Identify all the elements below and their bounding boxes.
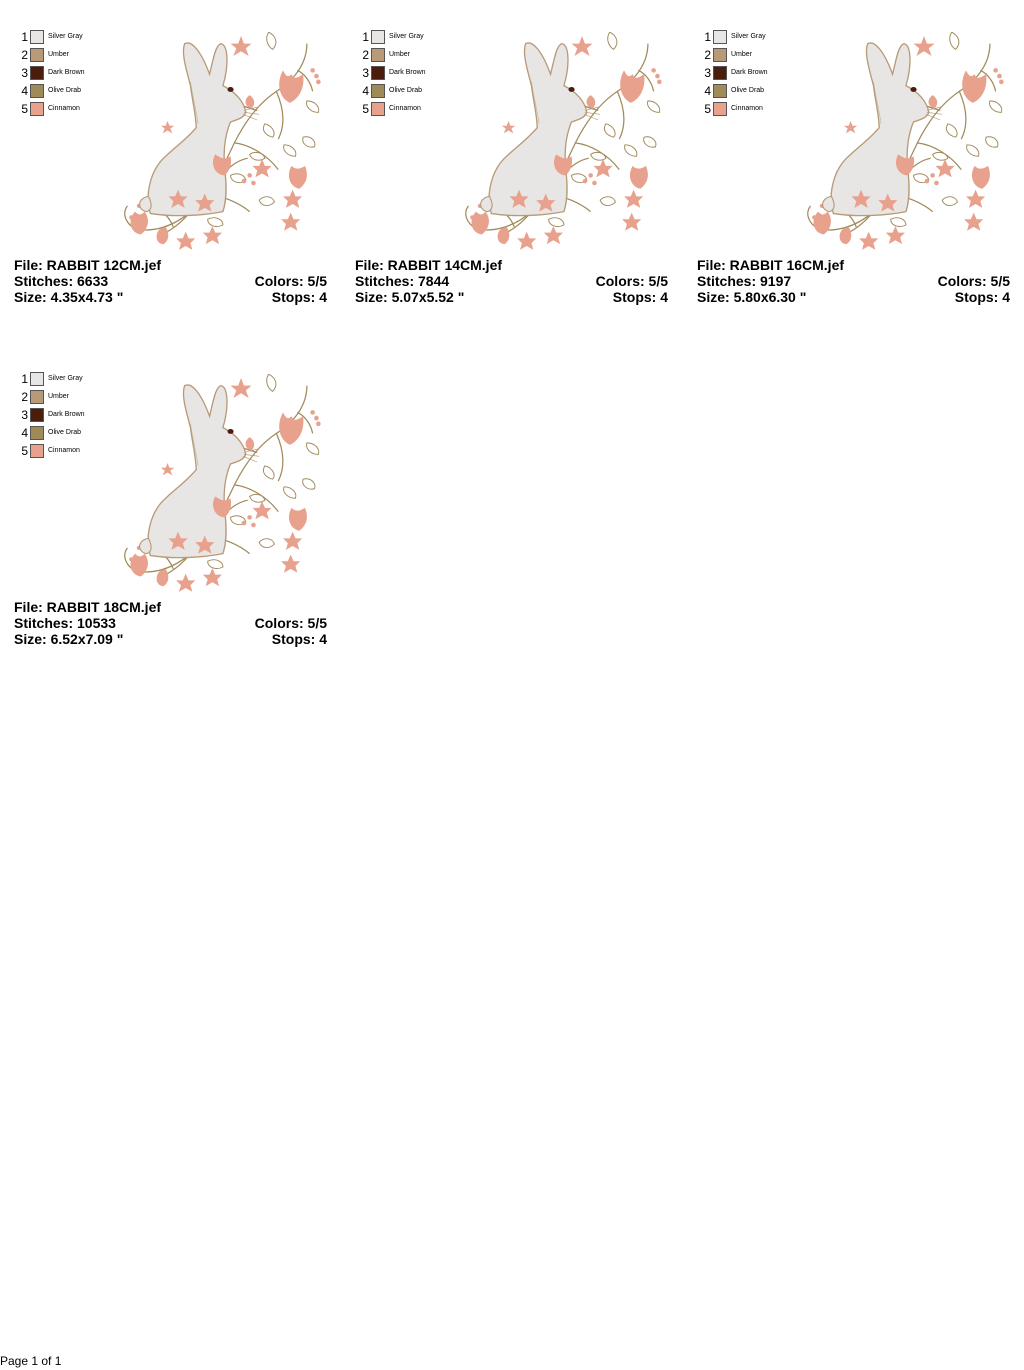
palette-swatch: [713, 102, 727, 116]
color-count: Colors: 5/5: [595, 273, 668, 289]
file-name: File: RABBIT 14CM.jef: [355, 257, 503, 273]
palette-name: Silver Gray: [389, 33, 424, 40]
rabbit-embroidery-preview: [799, 32, 1009, 250]
design-info: [355, 257, 668, 305]
palette-name: Dark Brown: [731, 69, 768, 76]
design-size: Size: 6.52x7.09 ": [14, 631, 124, 647]
palette-swatch: [371, 30, 385, 44]
palette-number: 2: [704, 48, 711, 62]
palette-name: Umber: [389, 51, 411, 58]
design-info: [14, 599, 327, 647]
palette-name: Umber: [731, 51, 753, 58]
palette-name: Olive Drab: [48, 87, 82, 94]
palette-name: Silver Gray: [48, 33, 83, 40]
palette-name: Dark Brown: [389, 69, 426, 76]
palette-number: 3: [21, 66, 28, 80]
palette-number: 4: [362, 84, 369, 98]
palette-swatch: [30, 102, 44, 116]
color-count: Colors: 5/5: [254, 273, 327, 289]
palette-name: Umber: [48, 51, 70, 58]
file-name: File: RABBIT 16CM.jef: [697, 257, 845, 273]
palette-number: 3: [704, 66, 711, 80]
stop-count: Stops: 4: [271, 289, 327, 305]
palette-name: Silver Gray: [48, 375, 83, 382]
palette-swatch: [30, 66, 44, 80]
color-count: Colors: 5/5: [254, 615, 327, 631]
palette-number: 5: [21, 102, 28, 116]
palette-number: 4: [21, 426, 28, 440]
palette-number: 2: [21, 48, 28, 62]
design-info: [14, 257, 327, 305]
palette-swatch: [30, 372, 44, 386]
palette-swatch: [30, 84, 44, 98]
palette-number: 5: [704, 102, 711, 116]
palette-swatch: [30, 408, 44, 422]
palette-swatch: [371, 84, 385, 98]
palette-number: 4: [704, 84, 711, 98]
palette-swatch: [30, 30, 44, 44]
rabbit-embroidery-preview: [457, 32, 667, 250]
palette-number: 3: [21, 408, 28, 422]
palette-number: 3: [362, 66, 369, 80]
color-count: Colors: 5/5: [937, 273, 1010, 289]
stitch-count: Stitches: 6633: [14, 273, 109, 289]
palette-name: Olive Drab: [389, 87, 423, 94]
palette-swatch: [713, 30, 727, 44]
stop-count: Stops: 4: [954, 289, 1010, 305]
palette-swatch: [371, 48, 385, 62]
stop-count: Stops: 4: [271, 631, 327, 647]
palette-name: Umber: [48, 393, 70, 400]
file-name: File: RABBIT 12CM.jef: [14, 257, 162, 273]
design-size: Size: 4.35x4.73 ": [14, 289, 124, 305]
design-card-2: [355, 28, 675, 328]
palette-number: 1: [362, 30, 369, 44]
palette-name: Olive Drab: [731, 87, 765, 94]
palette-number: 4: [21, 84, 28, 98]
design-card-4: [14, 370, 334, 670]
design-card-3: [697, 28, 1017, 328]
palette-swatch: [371, 66, 385, 80]
rabbit-embroidery-preview: [116, 374, 326, 592]
palette-number: 1: [21, 30, 28, 44]
palette-swatch: [30, 390, 44, 404]
palette-name: Silver Gray: [731, 33, 766, 40]
palette-name: Cinnamon: [48, 447, 80, 454]
stitch-count: Stitches: 10533: [14, 615, 116, 631]
stop-count: Stops: 4: [612, 289, 668, 305]
palette-number: 5: [362, 102, 369, 116]
palette-name: Dark Brown: [48, 69, 85, 76]
palette-swatch: [30, 444, 44, 458]
design-card-1: [14, 28, 334, 328]
palette-name: Cinnamon: [389, 105, 421, 112]
palette-swatch: [713, 48, 727, 62]
design-size: Size: 5.07x5.52 ": [355, 289, 465, 305]
stitch-count: Stitches: 9197: [697, 273, 792, 289]
design-info: [697, 257, 1010, 305]
palette-swatch: [30, 48, 44, 62]
file-name: File: RABBIT 18CM.jef: [14, 599, 162, 615]
palette-swatch: [713, 84, 727, 98]
palette-name: Dark Brown: [48, 411, 85, 418]
palette-name: Olive Drab: [48, 429, 82, 436]
palette-number: 1: [21, 372, 28, 386]
palette-swatch: [30, 426, 44, 440]
stitch-count: Stitches: 7844: [355, 273, 450, 289]
palette-number: 5: [21, 444, 28, 458]
palette-swatch: [371, 102, 385, 116]
palette-number: 1: [704, 30, 711, 44]
page-number: Page 1 of 1: [0, 1354, 62, 1368]
rabbit-embroidery-preview: [116, 32, 326, 250]
palette-number: 2: [21, 390, 28, 404]
palette-number: 2: [362, 48, 369, 62]
palette-swatch: [713, 66, 727, 80]
design-size: Size: 5.80x6.30 ": [697, 289, 807, 305]
palette-name: Cinnamon: [48, 105, 80, 112]
palette-name: Cinnamon: [731, 105, 763, 112]
